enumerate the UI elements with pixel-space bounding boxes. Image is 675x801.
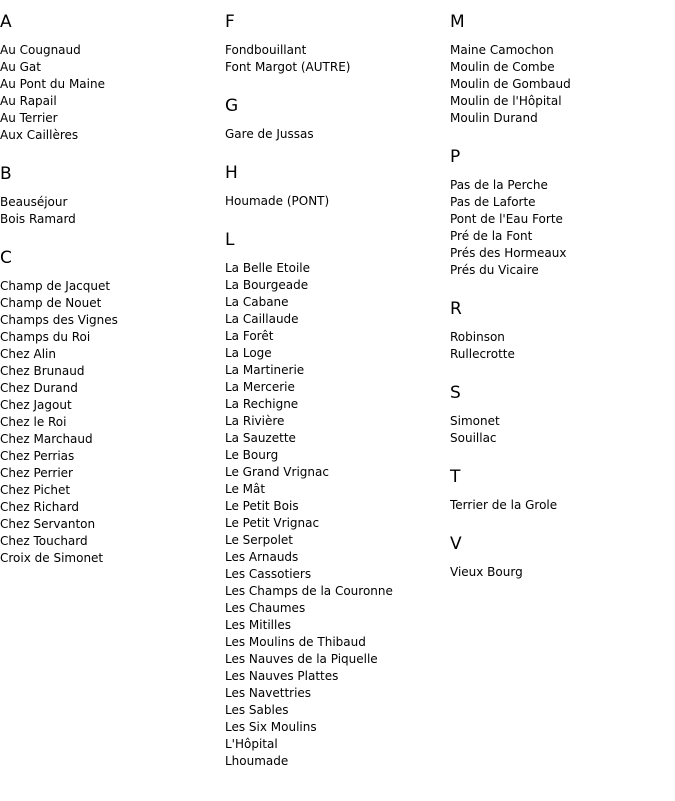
index-column-3 [450,11,670,600]
section-letter-heading: C [0,248,12,268]
place-link[interactable]: La Mercerie [225,380,295,394]
place-link[interactable]: Chez le Roi [0,415,67,429]
section-letter-heading: S [450,383,461,403]
place-link[interactable]: Les Six Moulins [225,720,317,734]
letter-section [450,298,670,363]
place-link[interactable]: Chez Servanton [0,517,96,531]
index-column-1 [0,11,220,586]
place-link[interactable]: Beauséjour [0,195,68,209]
letter-section [225,162,445,210]
section-letter-heading: L [225,230,235,250]
place-link[interactable]: La Bourgeade [225,278,309,292]
place-link[interactable]: Moulin Durand [450,111,538,125]
place-link[interactable]: La Belle Etoile [225,261,311,275]
place-link[interactable]: Moulin de l'Hôpital [450,94,562,108]
place-link[interactable]: Croix de Simonet [0,551,104,565]
place-link[interactable]: La Rivière [225,414,285,428]
place-link[interactable]: Champ de Nouet [0,296,102,310]
place-link[interactable]: Chez Touchard [0,534,88,548]
place-link[interactable]: Maine Camochon [450,43,554,57]
place-link[interactable]: Simonet [450,414,500,428]
letter-section [450,146,670,279]
place-link[interactable]: Les Chaumes [225,601,306,615]
letter-section [0,247,220,567]
place-link[interactable]: La Cabane [225,295,289,309]
place-link[interactable]: Chez Perrier [0,466,73,480]
place-link[interactable]: Font Margot (AUTRE) [225,60,351,74]
place-link[interactable]: Pont de l'Eau Forte [450,212,563,226]
place-link[interactable]: Prés des Hormeaux [450,246,567,260]
place-link[interactable]: Les Navettries [225,686,312,700]
place-link[interactable]: Moulin de Gombaud [450,77,571,91]
place-link[interactable]: Le Bourg [225,448,279,462]
place-link[interactable]: Fondbouillant [225,43,307,57]
place-link[interactable]: La Forêt [225,329,274,343]
place-link[interactable]: Les Nauves Plattes [225,669,339,683]
letter-section [0,11,220,144]
place-link[interactable]: Pré de la Font [450,229,533,243]
place-link[interactable]: Chez Alin [0,347,56,361]
place-link[interactable]: Champs des Vignes [0,313,118,327]
place-link[interactable]: Aux Caillères [0,128,79,142]
place-link[interactable]: Le Petit Vrignac [225,516,320,530]
place-link[interactable]: Bois Ramard [0,212,76,226]
place-link[interactable]: Au Terrier [0,111,58,125]
letter-section [225,95,445,143]
place-link[interactable]: Les Nauves de la Piquelle [225,652,378,666]
place-link[interactable]: Gare de Jussas [225,127,314,141]
place-link[interactable]: L'Hôpital [225,737,278,751]
place-link[interactable]: Chez Jagout [0,398,72,412]
section-letter-heading: H [225,163,238,183]
place-link[interactable]: Le Mât [225,482,266,496]
place-link[interactable]: Moulin de Combe [450,60,555,74]
place-link[interactable]: Pas de la Perche [450,178,548,192]
place-link[interactable]: Pas de Laforte [450,195,536,209]
place-link[interactable]: Au Cougnaud [0,43,81,57]
section-letter-heading: P [450,147,461,167]
place-link[interactable]: Les Champs de la Couronne [225,584,393,598]
place-link[interactable]: Vieux Bourg [450,565,523,579]
letter-section [225,11,445,76]
place-link[interactable]: Terrier de la Grole [450,498,558,512]
place-link[interactable]: Le Serpolet [225,533,293,547]
place-link[interactable]: Chez Pichet [0,483,71,497]
section-letter-heading: T [450,467,461,487]
place-link[interactable]: Robinson [450,330,505,344]
place-link[interactable]: Chez Richard [0,500,80,514]
place-link[interactable]: Les Moulins de Thibaud [225,635,366,649]
place-link[interactable]: Les Sables [225,703,289,717]
place-link[interactable]: Champs du Roi [0,330,91,344]
letter-section [225,229,445,770]
letter-section [450,466,670,514]
section-letter-heading: B [0,164,12,184]
place-link[interactable]: Les Arnauds [225,550,299,564]
place-link[interactable]: Souillac [450,431,497,445]
letter-section [450,382,670,447]
place-link[interactable]: Chez Marchaud [0,432,93,446]
place-link[interactable]: Lhoumade [225,754,289,768]
place-link[interactable]: La Sauzette [225,431,296,445]
place-link[interactable]: Le Petit Bois [225,499,299,513]
section-letter-heading: F [225,12,235,32]
place-link[interactable]: Chez Brunaud [0,364,85,378]
place-link[interactable]: Prés du Vicaire [450,263,539,277]
letter-section [450,11,670,127]
section-letter-heading: G [225,96,239,116]
place-link[interactable]: Les Cassotiers [225,567,312,581]
place-link[interactable]: Au Gat [0,60,41,74]
place-link[interactable]: Rullecrotte [450,347,515,361]
place-link[interactable]: Le Grand Vrignac [225,465,329,479]
place-link[interactable]: La Martinerie [225,363,305,377]
section-letter-heading: V [450,534,462,554]
place-link[interactable]: Chez Durand [0,381,78,395]
letter-section [0,163,220,228]
place-link[interactable]: Au Pont du Maine [0,77,105,91]
place-link[interactable]: Champ de Jacquet [0,279,111,293]
place-link[interactable]: Au Rapail [0,94,57,108]
place-link[interactable]: Chez Perrias [0,449,75,463]
place-link[interactable]: Les Mitilles [225,618,291,632]
place-link[interactable]: La Caillaude [225,312,299,326]
place-link[interactable]: La Rechigne [225,397,299,411]
letter-section [450,533,670,581]
section-letter-heading: M [450,12,465,32]
place-link[interactable]: Houmade (PONT) [225,194,330,208]
section-letter-heading: R [450,299,462,319]
section-letter-heading: A [0,12,12,32]
index-column-2 [225,11,445,789]
place-link[interactable]: La Loge [225,346,272,360]
